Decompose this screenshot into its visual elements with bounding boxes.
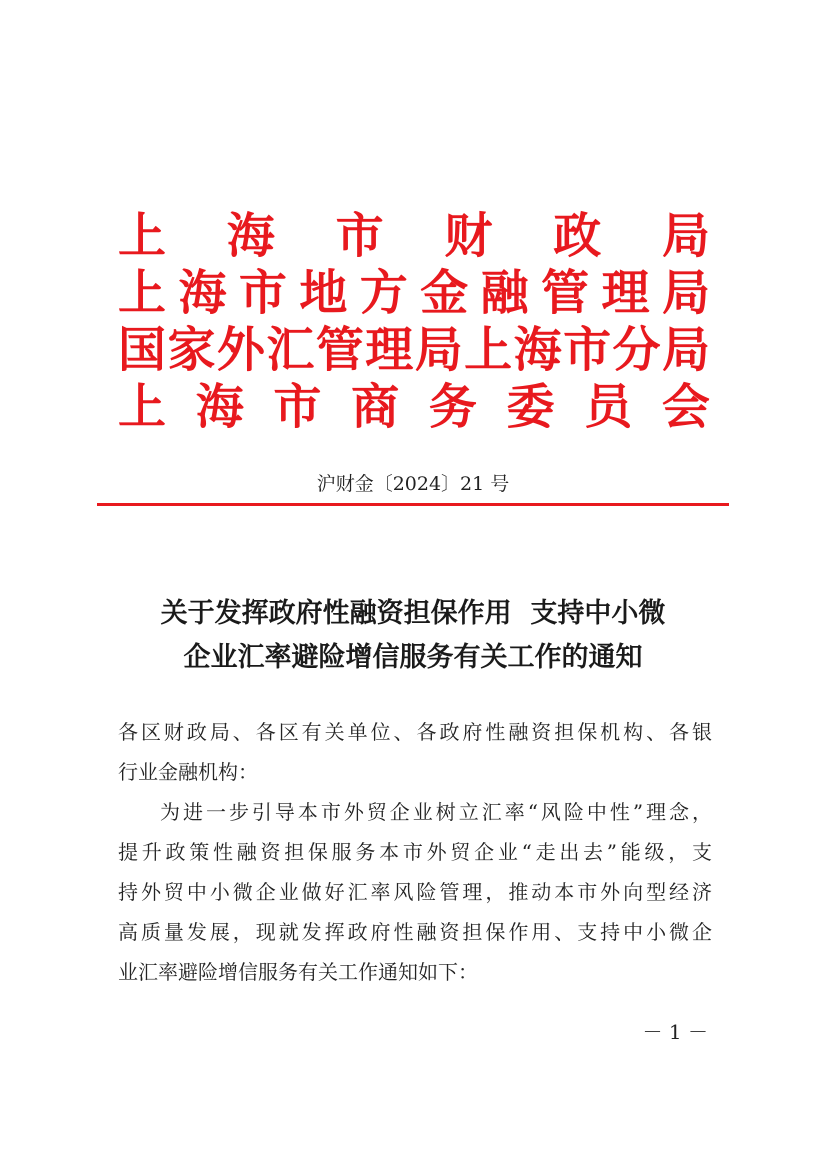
issuer-char: 汇 (266, 322, 315, 378)
issuer-char: 局 (661, 322, 710, 378)
issuer-char: 海 (513, 322, 562, 378)
issuer-char: 上 (118, 208, 167, 264)
issuer-char: 局 (661, 265, 710, 321)
issuer-char: 市 (335, 208, 384, 264)
issuer-char: 管 (541, 265, 590, 321)
issuer-char: 委 (506, 379, 555, 435)
issuer-shanghai-commerce-commission (118, 379, 710, 436)
issuer-char: 商 (351, 379, 400, 435)
title-line: 企业汇率避险增信服务有关工作的通知 (183, 642, 643, 673)
issuer-char: 上 (118, 379, 167, 435)
issuer-char: 理 (365, 322, 414, 378)
page-number: － 1 － (642, 1020, 708, 1044)
paragraph-line: 持外贸中小微企业做好汇率风险管理，推动本市外向型经济 (118, 880, 712, 904)
issuer-char: 理 (601, 265, 650, 321)
paragraph-line: 为进一步引导本市外贸企业树立汇率“风险中性”理念， (160, 800, 712, 824)
issuer-safe-shanghai-branch (118, 322, 710, 379)
issuer-char: 家 (167, 322, 216, 378)
document-body (118, 712, 712, 992)
issuer-char: 外 (216, 322, 265, 378)
issuer-char: 局 (414, 322, 463, 378)
salutation-line: 行业金融机构： (118, 760, 258, 784)
issuer-char: 市 (238, 265, 287, 321)
issuer-char: 国 (118, 322, 167, 378)
issuer-char: 海 (226, 208, 275, 264)
issuer-char: 会 (661, 379, 710, 435)
issuer-char: 财 (444, 208, 493, 264)
issuer-char: 员 (584, 379, 633, 435)
paragraph-line: 提升政策性融资担保服务本市外贸企业“走出去”能级，支 (118, 840, 712, 864)
paragraph-line: 高质量发展，现就发挥政府性融资担保作用、支持中小微企 (118, 920, 712, 944)
issuing-authorities (118, 208, 710, 436)
issuer-char: 海 (195, 379, 244, 435)
issuer-char: 海 (178, 265, 227, 321)
title-line: 关于发挥政府性融资担保作用 支持中小微 (160, 598, 666, 629)
issuer-shanghai-finance-bureau (118, 208, 710, 265)
salutation-line: 各区财政局、各区有关单位、各政府性融资担保机构、各银 (118, 720, 712, 744)
paragraph-line: 业汇率避险增信服务有关工作通知如下： (118, 960, 478, 984)
issuer-char: 市 (273, 379, 322, 435)
issuer-char: 融 (480, 265, 529, 321)
issuer-char: 政 (553, 208, 602, 264)
issuer-char: 地 (299, 265, 348, 321)
red-divider (97, 503, 729, 506)
issuer-char: 局 (661, 208, 710, 264)
document-title (0, 592, 826, 680)
document-number: 沪财金〔2024〕21 号 (316, 473, 510, 495)
issuer-char: 上 (464, 322, 513, 378)
issuer-char: 分 (612, 322, 661, 378)
issuer-char: 务 (428, 379, 477, 435)
issuer-char: 上 (118, 265, 167, 321)
issuer-char: 管 (315, 322, 364, 378)
issuer-char: 方 (359, 265, 408, 321)
issuer-shanghai-financial-regulatory-bureau (118, 265, 710, 322)
issuer-char: 金 (420, 265, 469, 321)
issuer-char: 市 (563, 322, 612, 378)
